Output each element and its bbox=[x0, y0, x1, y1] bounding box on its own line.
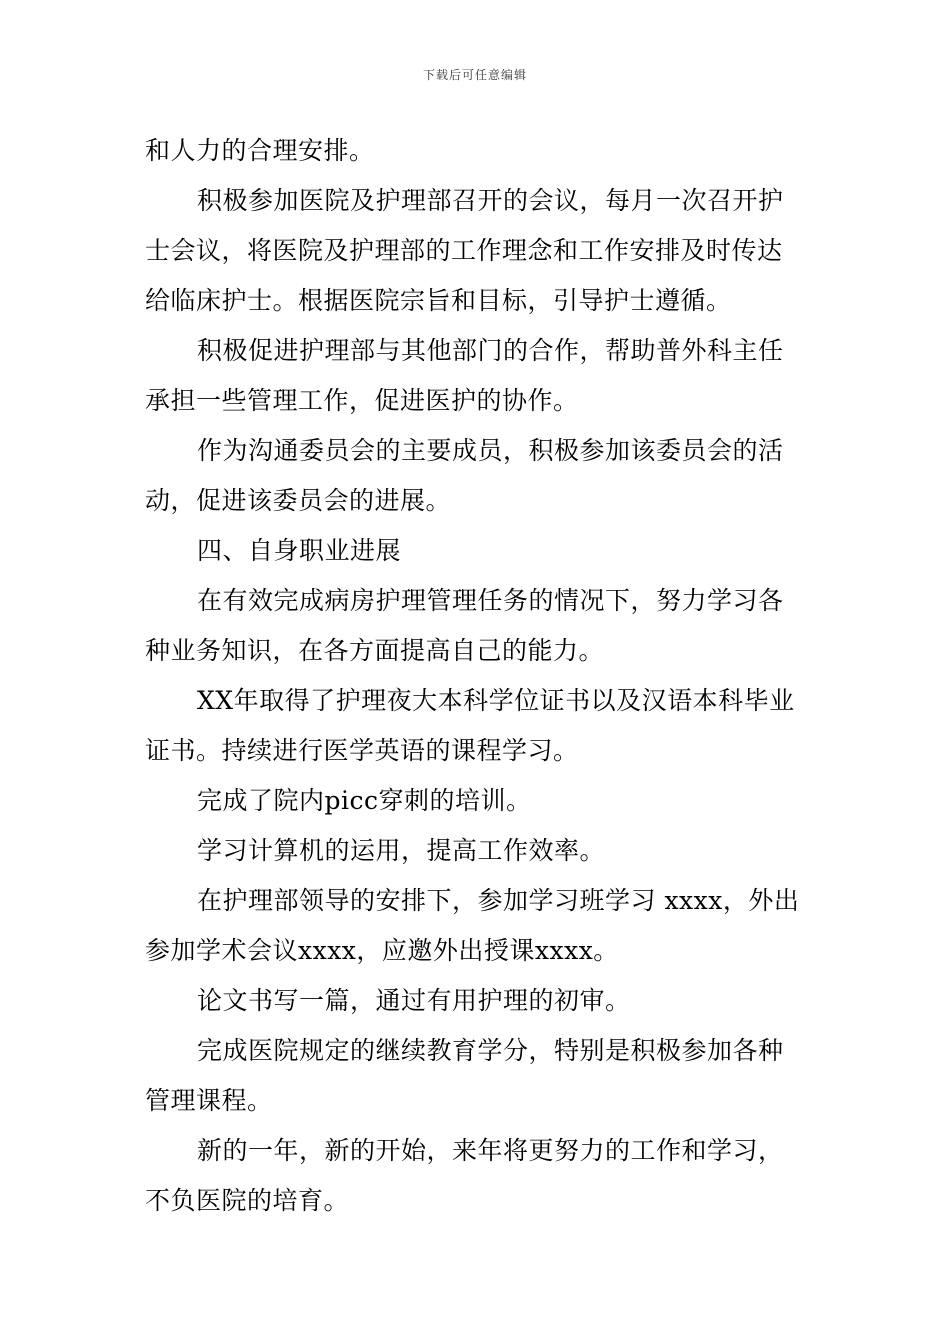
section-heading: 四、自身职业进展 bbox=[197, 536, 402, 565]
paragraph-start-line: 积极促进护理部与其他部门的合作，帮助普外科主任 bbox=[197, 336, 784, 365]
paragraph-start-line: 新的一年，新的开始，来年将更努力的工作和学习， bbox=[197, 1136, 784, 1165]
text-line: 士会议，将医院及护理部的工作理念和工作安排及时传达 bbox=[145, 236, 783, 265]
text-line: 管理课程。 bbox=[145, 1086, 273, 1115]
paragraph-start-line: 在护理部领导的安排下，参加学习班学习 xxxx，外出 bbox=[197, 886, 800, 915]
paragraph-start-line: 积极参加医院及护理部召开的会议，每月一次召开护 bbox=[197, 186, 784, 215]
text-line: 证书。持续进行医学英语的课程学习。 bbox=[145, 736, 579, 765]
text-line: 和人力的合理安排。 bbox=[145, 136, 375, 165]
paragraph-start-line: 作为沟通委员会的主要成员，积极参加该委员会的活 bbox=[197, 436, 784, 465]
header-note: 下载后可任意编辑 bbox=[422, 68, 527, 82]
paragraph-start-line: 学习计算机的运用，提高工作效率。 bbox=[197, 836, 606, 865]
text-line: 承担一些管理工作，促进医护的协作。 bbox=[145, 386, 579, 415]
text-line: 参加学术会议xxxx，应邀外出授课xxxx。 bbox=[145, 936, 619, 965]
paragraph-start-line: 在有效完成病房护理管理任务的情况下，努力学习各 bbox=[197, 586, 784, 615]
text-line: 给临床护士。根据医院宗旨和目标，引导护士遵循。 bbox=[145, 286, 732, 315]
document-body bbox=[145, 126, 810, 1226]
paragraph-start-line: 论文书写一篇，通过有用护理的初审。 bbox=[197, 986, 631, 1015]
text-line: 种业务知识，在各方面提高自己的能力。 bbox=[145, 636, 605, 665]
text-line: 不负医院的培育。 bbox=[145, 1186, 350, 1215]
paragraph-start-line: 完成了院内picc穿刺的培训。 bbox=[197, 786, 532, 815]
paragraph-start-line: 完成医院规定的继续教育学分，特别是积极参加各种 bbox=[197, 1036, 784, 1065]
text-line: 动，促进该委员会的进展。 bbox=[145, 486, 452, 515]
paragraph-start-line: XX年取得了护理夜大本科学位证书以及汉语本科毕业 bbox=[197, 686, 795, 715]
